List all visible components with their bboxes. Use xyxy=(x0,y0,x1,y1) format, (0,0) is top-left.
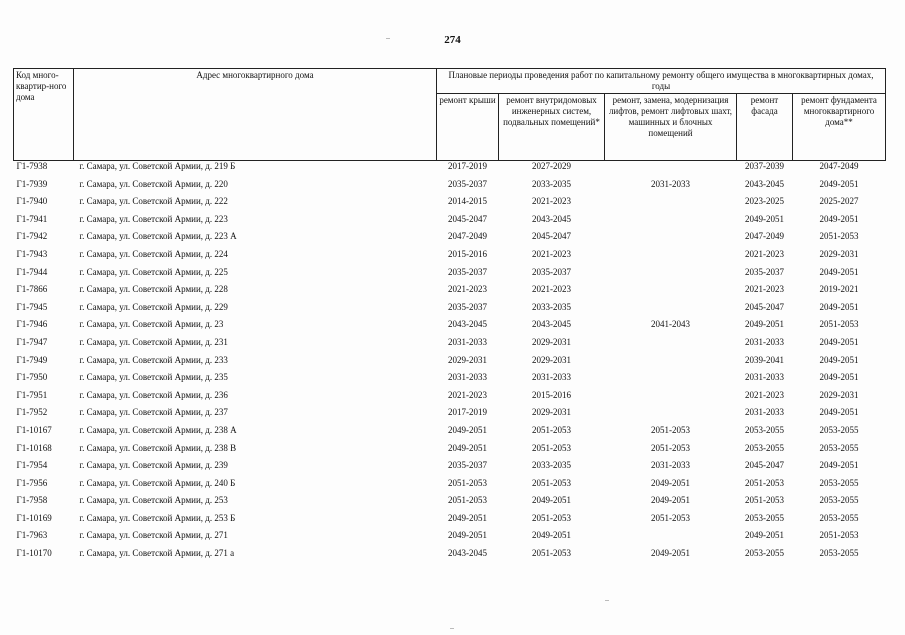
cell-code: Г1-10168 xyxy=(16,442,52,453)
cell-facade: 2051-2053 xyxy=(745,495,784,506)
cell-address: г. Самара, ул. Советской Армии, д. 223 А xyxy=(79,231,237,242)
cell-address: г. Самара, ул. Советской Армии, д. 253 xyxy=(79,495,228,506)
cell-facade: 2021-2023 xyxy=(745,248,784,259)
cell-facade: 2021-2023 xyxy=(745,389,784,400)
cell-roof: 2043-2045 xyxy=(448,319,487,330)
table-row xyxy=(14,196,886,214)
cell-systems: 2043-2045 xyxy=(532,319,571,330)
cell-foundation: 2025-2027 xyxy=(819,196,859,207)
cell-facade: 2037-2039 xyxy=(745,161,784,171)
table-row xyxy=(14,495,886,513)
header-roof: ремонт крыши xyxy=(437,94,499,161)
cell-systems: 2033-2035 xyxy=(532,178,571,189)
cell-lifts: 2051-2053 xyxy=(651,424,690,435)
cell-address: г. Самара, ул. Советской Армии, д. 225 xyxy=(79,266,228,277)
cell-foundation: 2049-2051 xyxy=(819,266,859,277)
cell-facade: 2053-2055 xyxy=(745,512,784,523)
cell-address: г. Самара, ул. Советской Армии, д. 229 xyxy=(79,301,228,312)
cell-roof: 2021-2023 xyxy=(448,389,487,400)
table-row xyxy=(14,530,886,548)
cell-lifts xyxy=(605,249,737,267)
cell-facade: 2031-2033 xyxy=(745,407,784,418)
cell-facade: 2031-2033 xyxy=(745,336,784,347)
table-row xyxy=(14,390,886,408)
cell-address: г. Самара, ул. Советской Армии, д. 253 Б xyxy=(79,512,236,523)
cell-systems: 2021-2023 xyxy=(532,248,571,259)
cell-roof: 2014-2015 xyxy=(448,196,487,207)
cell-lifts xyxy=(605,337,737,355)
cell-facade: 2023-2025 xyxy=(745,196,784,207)
cell-facade: 2045-2047 xyxy=(745,460,784,471)
cell-roof: 2051-2053 xyxy=(448,495,487,506)
cell-facade: 2043-2045 xyxy=(745,178,784,189)
cell-code: Г1-7958 xyxy=(16,495,48,506)
cell-systems: 2043-2045 xyxy=(532,213,571,224)
cell-lifts xyxy=(605,196,737,214)
header-lifts: ремонт, замена, модернизация лифтов, ремонт лифтовых шахт, машинных и блочных помещений xyxy=(605,94,737,161)
cell-address: г. Самара, ул. Советской Армии, д. 237 xyxy=(79,407,228,418)
header-systems: ремонт внутридомовых инженерных систем, подвальных помещений* xyxy=(499,94,605,161)
table-row xyxy=(14,161,886,179)
cell-code: Г1-7950 xyxy=(16,372,48,383)
cell-code: Г1-10169 xyxy=(16,512,52,523)
cell-facade: 2035-2037 xyxy=(745,266,784,277)
cell-code: Г1-7949 xyxy=(16,354,48,365)
cell-code: Г1-7951 xyxy=(16,389,48,400)
cell-code: Г1-7945 xyxy=(16,301,48,312)
cell-code: Г1-7952 xyxy=(16,407,48,418)
cell-lifts xyxy=(605,284,737,302)
cell-roof: 2035-2037 xyxy=(448,460,487,471)
cell-lifts: 2041-2043 xyxy=(651,319,690,330)
cell-address: г. Самара, ул. Советской Армии, д. 223 xyxy=(79,213,228,224)
table-body xyxy=(14,161,886,566)
cell-systems: 2027-2029 xyxy=(532,161,571,171)
cell-foundation: 2051-2053 xyxy=(819,530,859,541)
cell-systems: 2029-2031 xyxy=(532,354,571,365)
cell-foundation: 2047-2049 xyxy=(819,161,859,171)
cell-code: Г1-7866 xyxy=(16,284,48,295)
cell-code: Г1-7941 xyxy=(16,213,48,224)
header-address: Адрес многоквартирного дома xyxy=(74,69,437,161)
cell-lifts: 2049-2051 xyxy=(651,495,690,506)
table-row xyxy=(14,319,886,337)
cell-roof: 2047-2049 xyxy=(448,231,487,242)
cell-foundation: 2049-2051 xyxy=(819,301,859,312)
table-row xyxy=(14,231,886,249)
cell-roof: 2021-2023 xyxy=(448,284,487,295)
cell-foundation: 2049-2051 xyxy=(819,178,859,189)
cell-roof: 2035-2037 xyxy=(448,266,487,277)
cell-facade: 2039-2041 xyxy=(745,354,784,365)
cell-roof: 2017-2019 xyxy=(448,407,487,418)
cell-systems: 2029-2031 xyxy=(532,336,571,347)
cell-lifts: 2031-2033 xyxy=(651,178,690,189)
cell-foundation: 2053-2055 xyxy=(819,442,859,453)
cell-systems: 2015-2016 xyxy=(532,389,571,400)
cell-address: г. Самара, ул. Советской Армии, д. 219 Б xyxy=(79,161,236,171)
cell-code: Г1-7954 xyxy=(16,460,48,471)
table-row xyxy=(14,460,886,478)
cell-facade: 2049-2051 xyxy=(745,530,784,541)
table-row xyxy=(14,284,886,302)
cell-lifts xyxy=(605,372,737,390)
table-row xyxy=(14,407,886,425)
cell-lifts: 2049-2051 xyxy=(651,548,690,559)
cell-systems: 2049-2051 xyxy=(532,495,571,506)
cell-address: г. Самара, ул. Советской Армии, д. 224 xyxy=(79,248,228,259)
cell-foundation: 2053-2055 xyxy=(819,424,859,435)
cell-address: г. Самара, ул. Советской Армии, д. 239 xyxy=(79,460,228,471)
table-row xyxy=(14,249,886,267)
cell-address: г. Самара, ул. Советской Армии, д. 228 xyxy=(79,284,228,295)
cell-lifts xyxy=(605,407,737,425)
cell-roof: 2031-2033 xyxy=(448,336,487,347)
cell-systems: 2033-2035 xyxy=(532,460,571,471)
cell-facade: 2021-2023 xyxy=(745,284,784,295)
cell-foundation: 2051-2053 xyxy=(819,231,859,242)
cell-foundation: 2049-2051 xyxy=(819,407,859,418)
cell-code: Г1-7946 xyxy=(16,319,48,330)
cell-facade: 2051-2053 xyxy=(745,477,784,488)
cell-roof: 2015-2016 xyxy=(448,248,487,259)
cell-roof: 2049-2051 xyxy=(448,424,487,435)
cell-address: г. Самара, ул. Советской Армии, д. 23 xyxy=(79,319,224,330)
cell-facade: 2045-2047 xyxy=(745,301,784,312)
cell-address: г. Самара, ул. Советской Армии, д. 271 xyxy=(79,530,228,541)
cell-address: г. Самара, ул. Советской Армии, д. 231 xyxy=(79,336,228,347)
cell-foundation: 2049-2051 xyxy=(819,372,859,383)
cell-code: Г1-10170 xyxy=(16,548,52,559)
cell-systems: 2051-2053 xyxy=(532,512,571,523)
header-facade: ремонт фасада xyxy=(737,94,793,161)
table-row xyxy=(14,513,886,531)
table-row xyxy=(14,214,886,232)
table-row xyxy=(14,372,886,390)
cell-facade: 2053-2055 xyxy=(745,442,784,453)
table-row xyxy=(14,355,886,373)
table-row xyxy=(14,337,886,355)
cell-address: г. Самара, ул. Советской Армии, д. 233 xyxy=(79,354,228,365)
cell-address: г. Самара, ул. Советской Армии, д. 238 А xyxy=(79,424,237,435)
cell-code: Г1-7963 xyxy=(16,530,48,541)
cell-address: г. Самара, ул. Советской Армии, д. 235 xyxy=(79,372,228,383)
table-header xyxy=(14,69,886,161)
cell-foundation: 2053-2055 xyxy=(819,477,859,488)
cell-facade: 2031-2033 xyxy=(745,372,784,383)
cell-systems: 2035-2037 xyxy=(532,266,571,277)
cell-lifts xyxy=(605,231,737,249)
cell-foundation: 2029-2031 xyxy=(819,248,859,259)
cell-foundation: 2049-2051 xyxy=(819,213,859,224)
cell-systems: 2051-2053 xyxy=(532,477,571,488)
cell-facade: 2053-2055 xyxy=(745,424,784,435)
cell-code: Г1-7943 xyxy=(16,248,48,259)
cell-foundation: 2049-2051 xyxy=(819,336,859,347)
cell-foundation: 2049-2051 xyxy=(819,460,859,471)
cell-systems: 2021-2023 xyxy=(532,196,571,207)
cell-code: Г1-7938 xyxy=(16,161,48,171)
page-number: 274 xyxy=(444,34,461,46)
cell-systems: 2031-2033 xyxy=(532,372,571,383)
cell-systems: 2045-2047 xyxy=(532,231,571,242)
header-periods: Плановые периоды проведения работ по капитальному ремонту общего имущества в многоквартирных домах, годы xyxy=(437,69,886,94)
cell-code: Г1-7947 xyxy=(16,336,48,347)
cell-roof: 2049-2051 xyxy=(448,512,487,523)
cell-systems: 2029-2031 xyxy=(532,407,571,418)
cell-systems: 2051-2053 xyxy=(532,548,571,559)
cell-lifts xyxy=(605,390,737,408)
cell-code: Г1-7956 xyxy=(16,477,48,488)
cell-lifts xyxy=(605,355,737,373)
cell-foundation: 2053-2055 xyxy=(819,495,859,506)
cell-facade: 2049-2051 xyxy=(745,319,784,330)
cell-systems: 2021-2023 xyxy=(532,284,571,295)
header-foundation: ремонт фундамента многоквартирного дома** xyxy=(793,94,886,161)
cell-address: г. Самара, ул. Советской Армии, д. 271 а xyxy=(79,548,235,559)
cell-lifts: 2049-2051 xyxy=(651,477,690,488)
cell-facade: 2049-2051 xyxy=(745,213,784,224)
cell-address: г. Самара, ул. Советской Армии, д. 238 В xyxy=(79,442,237,453)
cell-lifts xyxy=(605,267,737,285)
cell-address: г. Самара, ул. Советской Армии, д. 222 xyxy=(79,196,228,207)
cell-roof: 2045-2047 xyxy=(448,213,487,224)
cell-lifts: 2031-2033 xyxy=(651,460,690,471)
table-row xyxy=(14,478,886,496)
cell-roof: 2049-2051 xyxy=(448,530,487,541)
cell-code: Г1-7942 xyxy=(16,231,48,242)
cell-foundation: 2053-2055 xyxy=(819,548,859,559)
cell-roof: 2031-2033 xyxy=(448,372,487,383)
cell-foundation: 2049-2051 xyxy=(819,354,859,365)
cell-foundation: 2053-2055 xyxy=(819,512,859,523)
table-row xyxy=(14,425,886,443)
cell-roof: 2043-2045 xyxy=(448,548,487,559)
cell-lifts: 2051-2053 xyxy=(651,512,690,523)
cell-systems: 2033-2035 xyxy=(532,301,571,312)
table-row xyxy=(14,179,886,197)
cell-lifts xyxy=(605,302,737,320)
cell-lifts: 2051-2053 xyxy=(651,442,690,453)
cell-systems: 2049-2051 xyxy=(532,530,571,541)
cell-systems: 2051-2053 xyxy=(532,424,571,435)
cell-systems: 2051-2053 xyxy=(532,442,571,453)
table-row xyxy=(14,267,886,285)
cell-code: Г1-7944 xyxy=(16,266,48,277)
capital-repair-table xyxy=(13,68,886,566)
cell-roof: 2035-2037 xyxy=(448,178,487,189)
cell-code: Г1-7940 xyxy=(16,196,48,207)
cell-code: Г1-10167 xyxy=(16,424,52,435)
table-row xyxy=(14,548,886,566)
table-row xyxy=(14,443,886,461)
cell-roof: 2035-2037 xyxy=(448,301,487,312)
cell-roof: 2049-2051 xyxy=(448,442,487,453)
cell-lifts xyxy=(605,214,737,232)
cell-address: г. Самара, ул. Советской Армии, д. 236 xyxy=(79,389,228,400)
cell-foundation: 2019-2021 xyxy=(819,284,859,295)
cell-code: Г1-7939 xyxy=(16,178,48,189)
cell-foundation: 2051-2053 xyxy=(819,319,859,330)
cell-lifts xyxy=(605,530,737,548)
cell-address: г. Самара, ул. Советской Армии, д. 240 Б xyxy=(79,477,236,488)
cell-roof: 2029-2031 xyxy=(448,354,487,365)
cell-foundation: 2029-2031 xyxy=(819,389,859,400)
cell-facade: 2053-2055 xyxy=(745,548,784,559)
cell-address: г. Самара, ул. Советской Армии, д. 220 xyxy=(79,178,228,189)
header-code: Код много-квартир-ного дома xyxy=(14,69,74,161)
cell-roof: 2017-2019 xyxy=(448,161,487,171)
cell-facade: 2047-2049 xyxy=(745,231,784,242)
table-row xyxy=(14,302,886,320)
cell-roof: 2051-2053 xyxy=(448,477,487,488)
cell-lifts xyxy=(605,161,737,179)
